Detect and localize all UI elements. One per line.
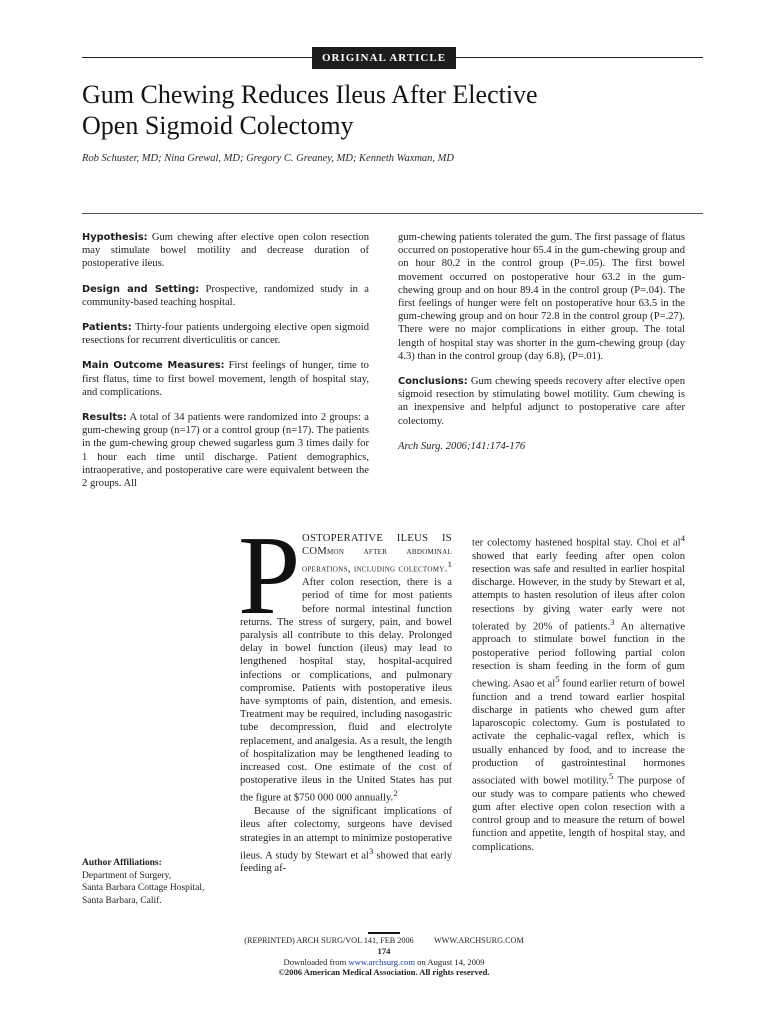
article-type-badge: ORIGINAL ARTICLE (312, 47, 456, 69)
conclusions-label: Conclusions: (398, 376, 468, 388)
body-column-1 (238, 514, 453, 876)
second-paragraph-text-end: showed that early feeding af- (240, 850, 453, 875)
results-label: Results: (82, 412, 127, 424)
author-affiliations (82, 857, 232, 907)
page-number: 174 (377, 946, 391, 956)
drop-cap: P (238, 514, 301, 638)
archsurg-link[interactable]: www.archsurg.com (348, 957, 416, 967)
footer-rule (368, 932, 400, 934)
journal-citation: Arch Surg. 2006;141:174-176 (398, 440, 526, 452)
affiliation-line-2: Santa Barbara Cottage Hospital, (82, 883, 205, 893)
running-footer: (REPRINTED) ARCH SURG/VOL 141, FEB 2006 WWW.ARCHSURG.COM (244, 936, 524, 945)
intro-paragraph (238, 514, 452, 805)
affiliations-heading: Author Affiliations: (82, 858, 162, 868)
top-rule-right (456, 57, 703, 58)
measures-text: First feelings of hunger, time to first flatus, time to first bowel movement, length of hospital stay, and complications. (82, 360, 369, 398)
top-rule-left (82, 57, 312, 58)
col2-text-a: ter colectomy hastened hospital stay. Choi et al (472, 537, 681, 549)
reference-3: 3 (368, 845, 374, 856)
copyright-notice: ©2006 American Medical Association. All rights reserved. (278, 967, 490, 977)
col2-text-c: An alternative approach to stimulate bowel function in the postoperative period following partial colon resection is sham feeding in the form of gum chewing. Asao et al (472, 621, 685, 690)
abstract-left-column (82, 231, 369, 502)
hypothesis-text: Gum chewing after elective open colon resection may stimulate bowel motility and decrease duration of postoperative ileus. (82, 232, 369, 270)
results-section (82, 411, 369, 490)
col2-text-e: The purpose of our study was to compare patients who chewed gum after elective open colon resection with a control group and to measure the return of bowel function and appetite, length of hospital stay, and complications. (472, 775, 686, 853)
lead-in-text: OSTOPERATIVE ILEUS IS COMmon after abdominal operations, including colectomy. (302, 533, 452, 575)
hypothesis-section (82, 231, 369, 271)
conclusions-text: Gum chewing speeds recovery after elective open sigmoid resection by stimulating bowel motility. Gum chewing is an inexpensive and helpful adjunct to postoperative care after colectomy. (398, 376, 685, 427)
column-2-paragraph (472, 532, 685, 854)
second-paragraph (240, 805, 452, 876)
patients-label: Patients: (82, 322, 132, 334)
author-list: Rob Schuster, MD; Nina Grewal, MD; Gregory C. Greaney, MD; Kenneth Waxman, MD (82, 153, 455, 164)
reference-7: 5 (608, 771, 614, 782)
patients-text: Thirty-four patients undergoing elective open sigmoid resections for recurrent diverticulitis or cancer. (82, 322, 370, 347)
design-text: Prospective, randomized study in a community-based teaching hospital. (82, 283, 369, 308)
title-line-1: Gum Chewing Reduces Ileus After Elective (82, 80, 538, 109)
reference-2: 2 (393, 788, 398, 799)
patients-section (82, 321, 369, 347)
title-line-2: Open Sigmoid Colectomy (82, 111, 354, 140)
affiliation-line-3: Santa Barbara, Calif. (82, 895, 162, 906)
intro-text: After colon resection, there is a period of time for most patients before normal intestinal function returns. The stress of surgery, pain, and bowel paralysis all contribute to this delay. Prolonged delay in bowel function (ileus) may lead to lengthened hospital stay, hospital-acquired infections or complications, and pulmonary compromise. Patients with postoperative ileus have symptoms of pain, distention, and emesis. Treatment may be required, including nasogastric tube decompression, fluid and electrolyte replacement, and analgesia. As a result, the length of hospitalization may be lengthened leading to increased cost. One estimate of the cost of postoperative ileus in the United States has put the figure at $750 000 000 annually. (240, 577, 452, 804)
reference-1: 1 (447, 559, 452, 570)
affiliation-line-1: Department of Surgery, (82, 870, 172, 881)
measures-section (82, 359, 369, 399)
article-title (82, 79, 702, 141)
abstract-top-rule (82, 213, 703, 214)
reference-5: 3 (610, 616, 615, 627)
design-section (82, 283, 369, 309)
reference-6: 5 (555, 674, 560, 685)
design-label: Design and Setting: (82, 283, 200, 295)
col2-text-d: found earlier return of bowel function and a trend toward earlier hospital discharge in patients who chewed gum after laparoscopic colectomy. Gum is postulated to activate the cephalic-vagal reflex, which is usually enhanced by food, and to increase the production of gastrointestinal hormones associated with bowel motility. (472, 678, 685, 787)
second-paragraph-text: Because of the significant implications of ileus after colectomy, surgeons have devised strategies in an attempt to minimize postoperative ileus. A study by Stewart et al (240, 806, 452, 862)
download-suffix: on August 14, 2009 (415, 957, 485, 967)
body-column-2 (472, 532, 685, 854)
measures-label: Main Outcome Measures: (82, 360, 225, 372)
download-prefix: Downloaded from (283, 957, 349, 967)
col2-text-b: showed that early feeding after open colon resection was safe and resulted in earlier hospital discharge. However, in the study by Stewart et al, attempts to hasten resolution of ileus after colon resections by giving water early were not tolerated by 20% of patients. (472, 550, 685, 633)
hypothesis-label: Hypothesis: (82, 232, 148, 243)
abstract-right-column (398, 231, 685, 465)
results-continued: gum-chewing patients tolerated the gum. The first passage of flatus occurred on postoperative hour 65.4 in the gum-chewing group and on hour 80.2 in the control group (P=.05). The first bowel movement occurred on postoperative hour 63.2 in the gum-chewing group and on hour 89.4 in the control group (P=.04). The first feelings of hunger were felt on postoperative hour 63.5 in the gum-chewing group and on hour 72.8 in the control group (P=.27). There were no major complications in either group. The total length of hospital stay was shorter in the gum-chewing group (day 4.3) than in the control group (day 6.8), (P=.01). (398, 232, 685, 362)
reference-4: 4 (680, 533, 685, 543)
conclusions-section (398, 375, 685, 428)
download-notice (0, 957, 768, 967)
results-text-part-1: A total of 34 patients were randomized into 2 groups: a gum-chewing group (n=17) or a control group (n=17). The patients in the gum-chewing group chewed sugarless gum 3 times daily for 1 hour each time until discharge. Patient demographics, intraoperative, and postoperative care were equivalent between the 2 groups. All (82, 412, 369, 490)
